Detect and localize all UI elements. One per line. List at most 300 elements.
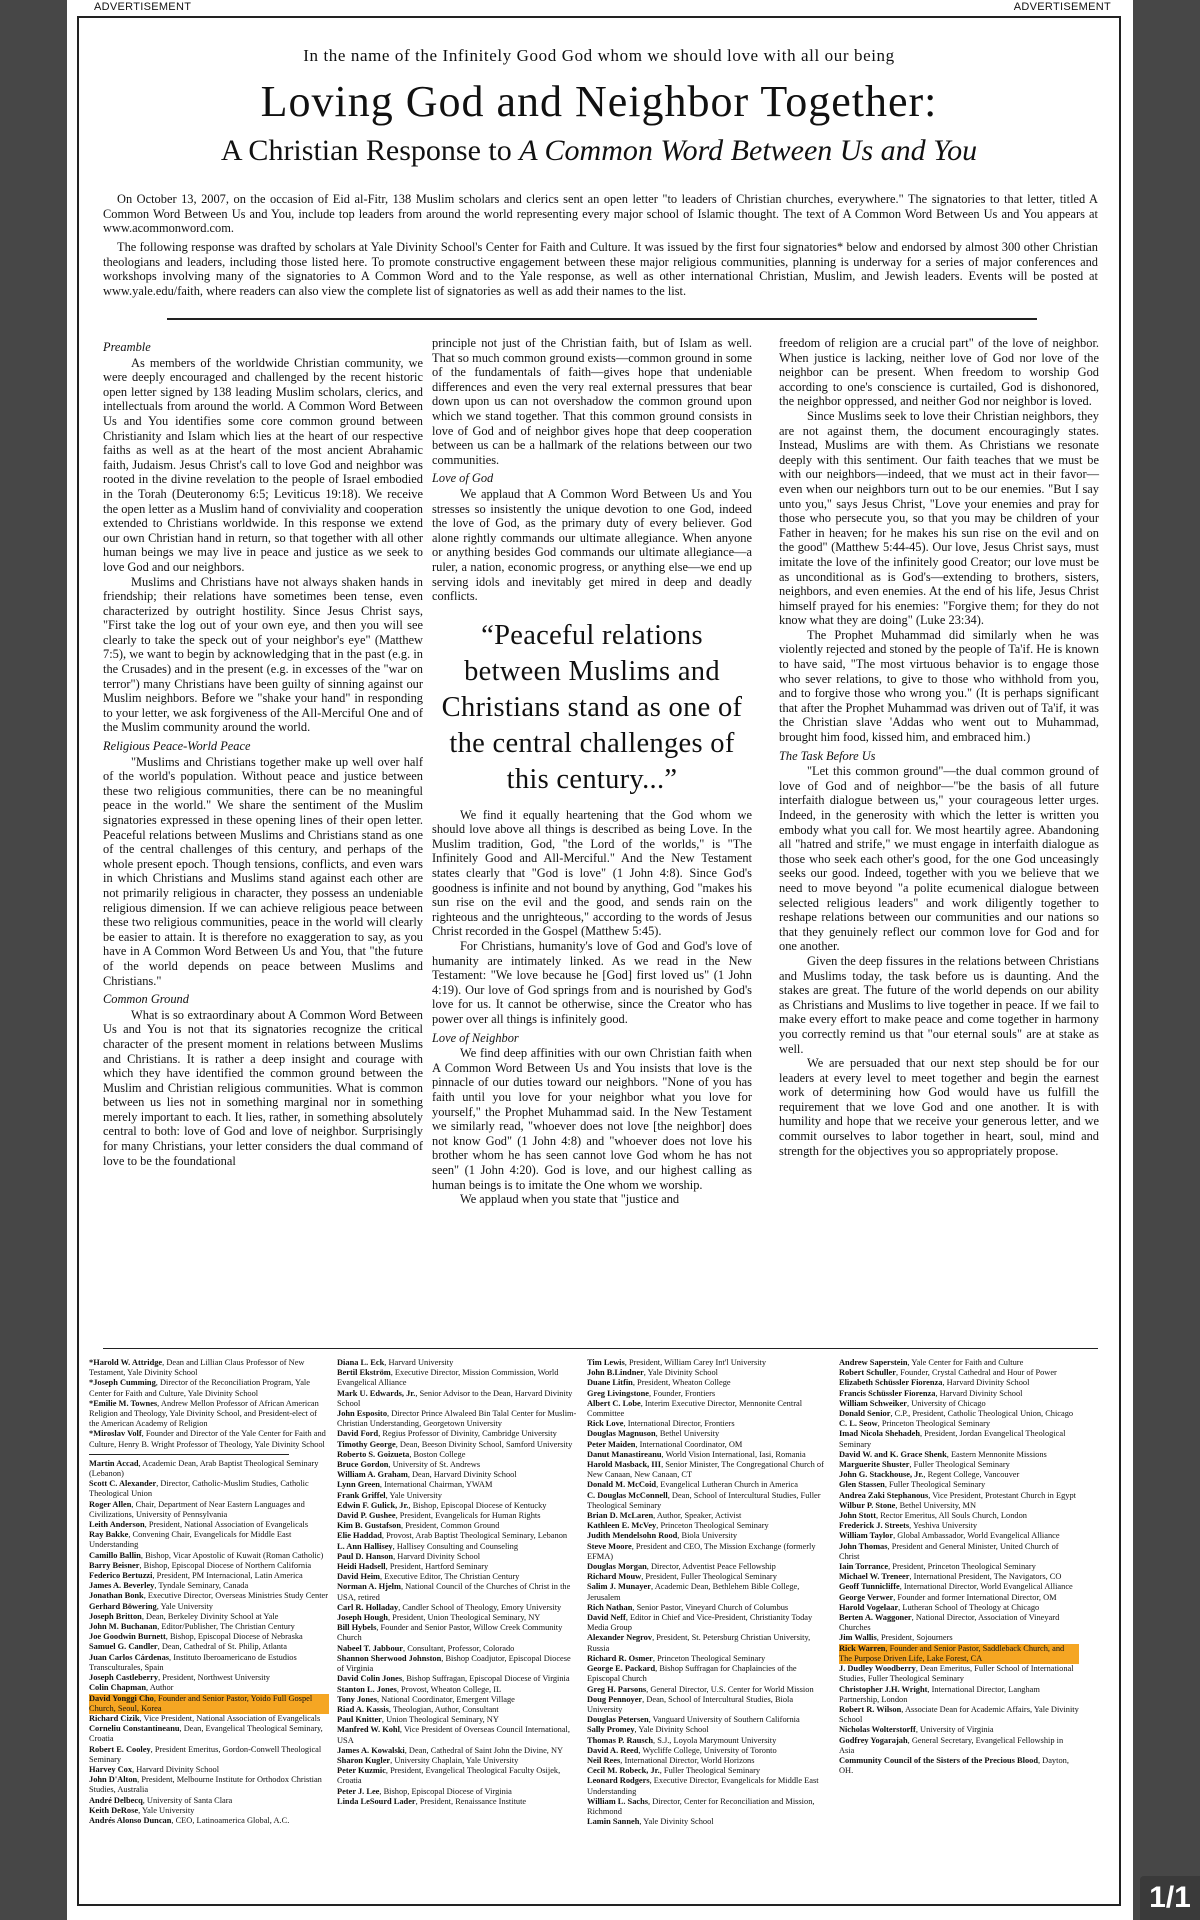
signatory-name: John M. Buchanan [89, 1622, 158, 1632]
signatory-role: , President, PM Internacional, Latin America [152, 1571, 303, 1581]
signatory-name: Salim J. Munayer [587, 1582, 651, 1592]
signatory-role: , President, Sojourners [876, 1633, 953, 1643]
signatory-entry [337, 1746, 577, 1756]
signatory-name: Robert E. Cooley [89, 1744, 151, 1754]
signatory-entry [89, 1796, 329, 1806]
signatory-role: , Evangelical Lutheran Church in America [656, 1480, 798, 1490]
signatory-entry [587, 1358, 827, 1368]
signatory-name: George E. Packard [587, 1664, 656, 1674]
ad-frame [77, 16, 1121, 1906]
signatory-entry [839, 1593, 1079, 1603]
signatory-name: Alexander Negrov [587, 1633, 653, 1643]
signatory-role: , Dean, School of Intercultural Studies, Biola University [587, 1694, 794, 1714]
signatory-entry [587, 1817, 827, 1827]
signatory-role: , President, Northwest University [158, 1673, 270, 1683]
signatory-role: , International Director, World Horizons [620, 1755, 755, 1765]
signatory-entry [337, 1368, 577, 1388]
signatory-role: , National Coordinator, Emergent Village [376, 1694, 515, 1704]
paragraph: "Muslims and Christians together make up well over half of the world's population. Without peace and justice between these two religious communities, there can be no meaningful peace in the world." We share the sentiment of the Muslim signatories expressed in these opening lines of their open letter. Peaceful relations between Muslims and Christians stand as one of the central challenges of this century, and perhaps of the whole present epoch. Though tensions, conflicts, and even wars in which Christians and Muslims stand against each other are not primarily religious in character, they possess an undeniable religious dimension. If we can achieve religious peace between these two religious communities, peace in the world will clearly be easier to attain. It is therefore no exaggeration to say, as you have in A Common Word Between Us and You, that "the future of the world depends on peace between Muslims and Christians." [103, 754, 423, 988]
paragraph: We find deep affinities with our own Christian faith when A Common Word Between Us and You insists that love is the pinnacle of our duties toward our neighbors. "None of you has faith until you love for your neighbor what you love for yourself," the Prophet Muhammad said. In the New Testament we similarly read, "whoever does not love [the neighbor] does not know God" (1 John 4:8) and "whoever does not love his brother whom he has seen cannot love God whom he has not seen" (1 John 4:20). God is love, and our highest calling as human beings is to imitate the One whom we worship. [432, 1046, 752, 1192]
signatory-role: , President, Renaissance Institute [415, 1796, 527, 1806]
signatory-name: C. Douglas McConnell [587, 1490, 668, 1500]
signatory-entry [587, 1582, 827, 1602]
signatory-entry [587, 1399, 827, 1419]
signatory-entry [839, 1613, 1079, 1633]
signatory-role: , President, National Association of Evangelicals [144, 1520, 309, 1530]
signatory-role: , President, Princeton Theological Seminary [888, 1562, 1036, 1572]
signatory-role: , Yale Divinity School [643, 1368, 719, 1378]
signatory-role: , President, Melbourne Institute for Orthodox Christian Studies, Australia [89, 1775, 322, 1795]
signatory-name: *Miroslav Volf [89, 1429, 142, 1439]
signatory-name: Martin Accad [89, 1458, 139, 1468]
signatory-role: , Harvard Divinity School [942, 1378, 1030, 1388]
signatory-name: Stanton L. Jones [337, 1684, 397, 1694]
signatory-name: John G. Stackhouse, Jr. [839, 1470, 924, 1480]
signatory-name: Donald Senior [839, 1409, 891, 1419]
signatory-entry [89, 1551, 329, 1561]
signatories-divider [103, 1348, 1098, 1349]
signatory-name: Albert C. Lobe [587, 1398, 641, 1408]
signatory-entry [587, 1389, 827, 1399]
signatory-role: , Yale University [138, 1805, 195, 1815]
signatory-entry [839, 1358, 1079, 1368]
signatory-entry [89, 1399, 329, 1430]
signatory-role: , Wycliffe College, University of Toronto [638, 1745, 777, 1755]
paragraph: "Let this common ground"—the dual common ground of love of God and of neighbor—"be the basis of all future interfaith dialogue between us," your courageous letter urges. Indeed, in the generosity with which the letter is written you embody what you call for. We most heartily agree. Abandoning all "hatred and strife," we must engage in interfaith dialogue as those who seek each other's good, for the one God unceasingly seeks our good. Indeed, together with you we believe that we need to move beyond "a polite ecumenical dialogue between selected religious leaders" and work diligently together to reshape relations between our communities and our nations so that they genuinely reflect our common love for God and for one another. [779, 764, 1099, 954]
signatory-entry [839, 1491, 1079, 1501]
signatory-role: , Hallisey Consulting and Counseling [392, 1541, 519, 1551]
paragraph: We applaud when you state that "justice and [460, 1192, 680, 1207]
signatory-entry [587, 1633, 827, 1653]
signatory-entry [839, 1480, 1079, 1490]
signatory-entry [587, 1766, 827, 1776]
header-divider [167, 318, 1037, 320]
signatory-role: , Associate Dean for Academic Affairs, Yale Divinity School [839, 1704, 1079, 1725]
signatory-entry [839, 1521, 1079, 1531]
signatory-name: Roger Allen [89, 1499, 132, 1509]
signatory-entry [337, 1603, 577, 1613]
signatory-name: J. Dudley Woodberry [839, 1664, 916, 1674]
signatory-role: , Senior Pastor, Vineyard Church of Columbus [632, 1602, 789, 1612]
signatory-role: , Biola University [677, 1531, 738, 1541]
signatory-role: , Provost, Arab Baptist Theological Seminary, Lebanon [381, 1531, 568, 1541]
signatory-entry [839, 1725, 1079, 1735]
signatory-role: , Senior Advisor to the Dean, Harvard Divinity School [337, 1388, 573, 1408]
signatory-name: Sharon Kugler [337, 1755, 391, 1765]
signatory-name: David Heim [337, 1572, 381, 1582]
signatory-name: Godfrey Yogarajah [839, 1735, 908, 1745]
ad-label-right: ADVERTISEMENT [1013, 1, 1111, 13]
signatory-entry [89, 1591, 329, 1601]
signatory-role: , University of St. Andrews [388, 1460, 481, 1470]
signatory-entry [337, 1358, 577, 1368]
signatory-entry [337, 1521, 577, 1531]
signatory-role: , Dean and Lillian Claus Professor of New Testament, Yale Divinity School [89, 1358, 305, 1378]
paragraph: principle not just of the Christian faith, but of Islam as well. That so much common ground exists—common ground in some of the fundamentals of faith—gives hope that undeniable differences and even the very real external pressures that bear down upon us can not overshadow the common ground upon which we stand together. That this common ground consists in love of God and of neighbor gives hope that deep cooperation between us can be a hallmark of the relations between our two communities. [432, 336, 752, 467]
signatory-name: Ray Bakke [89, 1530, 129, 1540]
signatory-role: , Vice President of Overseas Council International, USA [337, 1725, 570, 1745]
signatory-name: Sally Promey [587, 1725, 635, 1735]
signatory-entry [337, 1654, 577, 1674]
signatory-entry [839, 1572, 1079, 1582]
signatory-entry [839, 1450, 1079, 1460]
signatory-role: , Vanguard University of Southern California [648, 1715, 800, 1725]
section-heading-preamble: Preamble [103, 340, 151, 354]
signatory-role: , Dean, School of Intercultural Studies, Fuller Theological Seminary [587, 1490, 821, 1510]
signatory-role: , President and CEO, The Mission Exchange (formerly EFMA) [587, 1541, 816, 1561]
signatory-name: Edwin F. Gulick, Jr. [337, 1500, 409, 1510]
signatory-entry [89, 1500, 329, 1520]
signatory-entry [89, 1724, 329, 1744]
signatory-name: Corneliu Constantineanu [89, 1724, 180, 1734]
signatory-entry [337, 1501, 577, 1511]
signatory-name: John Esposito [337, 1409, 388, 1419]
signatory-role: , Instituto Iberoamericano de Estudios Transculturales, Spain [89, 1652, 297, 1672]
signatory-name: Marguerite Shuster [839, 1460, 910, 1470]
signatory-role: , Dean, Berkeley Divinity School at Yale [141, 1611, 279, 1621]
page-counter: 1/1 [1140, 1876, 1200, 1920]
signatory-role: , Executive Editor, The Christian Century [380, 1572, 520, 1582]
signatory-entry [587, 1715, 827, 1725]
signatory-name: David P. Gushee [337, 1511, 396, 1521]
signatory-name: C. L. Seow [839, 1419, 878, 1429]
signatory-name: Federico Bertuzzi [89, 1571, 153, 1581]
signatory-role: , University Chaplain, Yale University [390, 1755, 519, 1765]
subtitle-italic: A Common Word Between Us and You [519, 134, 978, 167]
signatory-name: Robert R. Wilson [839, 1704, 902, 1714]
signatory-name: Douglas Petersen [587, 1715, 649, 1725]
signatory-name: Peter Kuzmic [337, 1766, 386, 1776]
signatory-entry [839, 1399, 1079, 1409]
signatory-name: David Yonggi Cho [89, 1693, 154, 1703]
signatory-name: Peter Maiden [587, 1439, 636, 1449]
signatory-role: , Executive Director, Overseas Ministries Study Center [143, 1591, 329, 1601]
signatory-name: Robert Schuller [839, 1368, 896, 1378]
document-page [67, 0, 1133, 1920]
signatory-role: , Bishop, Episcopal Diocese of Virginia [379, 1786, 512, 1796]
signatory-name: Duane Litfin [587, 1378, 633, 1388]
signatory-name: William L. Sachs [587, 1796, 649, 1806]
signatory-role: , Interim Executive Director, Mennonite Central Committee [587, 1398, 803, 1419]
signatory-name: André Delbecq [89, 1795, 143, 1805]
signatory-name: Imad Nicola Shehadeh [839, 1429, 920, 1439]
signatory-entry [89, 1806, 329, 1816]
signatory-role: , Harvard University [384, 1358, 454, 1367]
signatory-name: Harvey Cox [89, 1764, 133, 1774]
signatory-role: , Yale University [385, 1490, 442, 1500]
signatory-role: , Candler School of Theology, Emory University [398, 1602, 562, 1612]
signatory-role: , Lutheran School of Theology at Chicago [898, 1602, 1040, 1612]
signatory-role: , Author [146, 1683, 174, 1693]
signatory-role: , Bishop Suffragan for Chaplaincies of the Episcopal Church [587, 1664, 797, 1684]
signatory-entry [89, 1622, 329, 1632]
page-title: Loving God and Neighbor Together: [260, 77, 938, 126]
signatory-name: Steve Moore [587, 1541, 632, 1551]
signatory-name: Colin Chapman [89, 1683, 147, 1693]
signatory-entry [839, 1419, 1079, 1429]
signatory-entry [89, 1561, 329, 1571]
signatory-role: , Yale University [156, 1601, 213, 1611]
signatory-entry [587, 1480, 827, 1490]
signatories-column-2 [337, 1358, 577, 1807]
signatory-name: L. Ann Hallisey [337, 1541, 393, 1551]
signatory-entry [89, 1571, 329, 1581]
signatory-role: , Founder, Crystal Cathedral and Hour of Power [896, 1368, 1057, 1378]
signatory-name: Linda LeSourd Lader [337, 1796, 416, 1806]
signatory-name: Douglas Morgan [587, 1562, 647, 1572]
signatory-name: Lamin Sanneh [587, 1817, 640, 1827]
signatory-name: Roberto S. Goizueta [337, 1449, 410, 1459]
signatory-name: Thomas P. Rausch [587, 1735, 654, 1745]
signatory-entry [89, 1358, 329, 1378]
signatory-role: , Bishop Suffragan, Episcopal Diocese of Virginia [402, 1674, 570, 1684]
signatory-name: Greg Livingstone [587, 1388, 649, 1398]
section-heading-task: The Task Before Us [779, 748, 876, 763]
signatory-name: Carl R. Holladay [337, 1602, 399, 1612]
signatory-name: Leith Anderson [89, 1520, 145, 1530]
signatory-entry [337, 1552, 577, 1562]
signatory-name: Brian D. McLaren [587, 1511, 654, 1521]
paragraph: We applaud that A Common Word Between Us and You stresses so insistently the unique devotion to one God, indeed the love of God, as the primary duty of every believer. God alone rightly commands our ultimate allegiance. When anyone or anything besides God commands our ultimate allegiance—a ruler, a nation, economic progress, or anything else—we end up serving idols and inevitably get mired in deep and deadly conflicts. [432, 486, 752, 604]
signatory-role: , Harvard Divinity School [393, 1551, 481, 1561]
signatory-role: , Dean, Beeson Divinity School, Samford University [395, 1439, 573, 1449]
signatory-name: Riad A. Kassis [337, 1704, 389, 1714]
signatory-role: , Global Ambassador, World Evangelical Alliance [893, 1531, 1060, 1541]
signatory-name: Rick Love [587, 1419, 624, 1429]
signatory-name: Diana L. Eck [337, 1358, 385, 1367]
signatory-entry [839, 1470, 1079, 1480]
signatory-role: , National Council of the Churches of Christ in the USA, retired [337, 1582, 571, 1602]
signatory-entry [337, 1725, 577, 1745]
signatory-role: , Director of the Reconciliation Program, Yale Center for Faith and Culture, Yale Divinity School [89, 1378, 310, 1398]
signatory-entry [337, 1572, 577, 1582]
pull-quote: “Peaceful relations between Muslims and Christians stand as one of the central challenges of this century...” [441, 619, 743, 795]
signatory-entry [89, 1673, 329, 1683]
signatory-entry [587, 1419, 827, 1429]
signatory-name: Keith DeRose [89, 1805, 139, 1815]
signatory-name: William Schweiker [839, 1398, 908, 1408]
signatory-name: David A. Reed [587, 1745, 639, 1755]
signatory-name: Joseph Castleberry [89, 1673, 159, 1683]
signatory-name: Danut Manastireanu [587, 1449, 662, 1459]
signatory-name: David Ford [337, 1429, 379, 1439]
signatory-role: , International Director, World Evangelical Alliance [899, 1582, 1073, 1592]
signatory-name: Joe Goodwin Burnett [89, 1632, 166, 1642]
signatory-role: , Bishop Coadjutor, Episcopal Diocese of Virginia [337, 1653, 571, 1674]
signatory-entry [839, 1644, 1079, 1664]
signatory-name: Leonard Rodgers [587, 1776, 650, 1786]
signatory-role: , Yeshiva University [909, 1521, 978, 1531]
ad-label-left: ADVERTISEMENT [94, 1, 192, 13]
signatory-name: Norman A. Hjelm [337, 1582, 401, 1592]
signatory-role: , Yale Divinity School [639, 1817, 714, 1827]
signatory-entry [587, 1429, 827, 1439]
signatory-role: , Vice President, National Association of Evangelicals [139, 1713, 321, 1723]
signatory-role: , Bethel University, MN [895, 1500, 977, 1510]
signatory-name: John Stott [839, 1511, 876, 1521]
signatory-entry [839, 1736, 1079, 1756]
signatory-entry [89, 1612, 329, 1622]
signatory-role: , Tyndale Seminary, Canada [154, 1581, 249, 1591]
signatory-entry [839, 1603, 1079, 1613]
signatory-entry [587, 1654, 827, 1664]
signatory-role: , CEO, Latinoamerica Global, A.C. [171, 1815, 290, 1825]
signatory-entry [839, 1429, 1079, 1449]
signatory-name: Kathleen E. McVey [587, 1521, 657, 1531]
signatory-name: Wilbur P. Stone [839, 1500, 896, 1510]
signatory-entry [89, 1653, 329, 1673]
signatory-entry [839, 1705, 1079, 1725]
signatory-entry [89, 1683, 329, 1693]
signatory-name: Peter J. Lee [337, 1786, 380, 1796]
paragraph: The Prophet Muhammad did similarly when he was violently rejected and stoned by the people of Ta'if. He is known to have said, "The most virtuous behavior is to engage those who sever relations, to give to those who withhold from you, and to forgive those who wrong you." (It is perhaps significant that after the Prophet Muhammad was driven out of Ta'if, it was the Christian slave 'Addas who went out to Muhammad, brought him food, kissed him, and embraced him.) [779, 627, 1099, 745]
signatory-role: , University of Virginia [915, 1725, 994, 1735]
section-heading-love-of-god: Love of God [432, 471, 494, 486]
signatory-name: Bill Hybels [337, 1623, 377, 1633]
signatory-name: Berten A. Waggoner [839, 1613, 912, 1623]
paragraph: Muslims and Christians have not always shaken hands in friendship; their relations have sometimes been tense, even characterized by outright hostility. Since Jesus Christ says, "First take the log out of your own eye, and then you will see clearly to take the speck out of your neighbor's eye" (Matthew 7:5), we want to begin by acknowledging that in the past (e.g. in the Crusades) and in the present (e.g. in excesses of the "war on terror") many Christians have been guilty of sinning against our Muslim neighbors. Before we "shake your hand" in responding to your letter, we ask forgiveness of the All-Merciful One and of the Muslim community around the world. [103, 574, 423, 735]
signatory-name: Greg H. Parsons [587, 1684, 647, 1694]
signatory-name: *Joseph Cumming [89, 1378, 156, 1388]
signatory-role: , Director Prince Alwaleed Bin Talal Center for Muslim-Christian Understanding, Georgetown University [337, 1409, 577, 1429]
signatory-entry [839, 1409, 1079, 1419]
signatory-role: , Regent College, Vancouver [923, 1470, 1020, 1480]
signatory-role: , National Director, Association of Vineyard Churches [839, 1613, 1060, 1633]
signatory-role: , President, St. Petersburg Christian University, Russia [587, 1633, 811, 1653]
signatory-role: , Rector Emeritus, All Souls Church, London [876, 1511, 1027, 1521]
paragraph: What is so extraordinary about A Common Word Between Us and You is not that its signatories recognize the critical character of the present moment in relations between Muslims and Christians. It is rather a deep insight and courage with which they have identified the common ground between the Muslim and Christian religious communities. What is common between us lies not in something marginal nor in something merely important to each. It lies, rather, in something absolutely central to both: love of God and love of neighbor. Surprisingly for many Christians, your letter considers the dual command of love to be the foundational [103, 1007, 423, 1168]
signatory-entry [587, 1664, 827, 1684]
signatory-name: Joseph Hough [337, 1613, 388, 1623]
signatory-entry [839, 1542, 1079, 1562]
signatory-entry [89, 1745, 329, 1765]
signatory-role: , Author, Speaker, Activist [653, 1511, 742, 1521]
signatory-entry [337, 1562, 577, 1572]
signatory-entry [587, 1797, 827, 1817]
signatory-role: , Princeton Theological Seminary [656, 1521, 769, 1531]
signatory-entry [839, 1511, 1079, 1521]
signatory-name: John Thomas [839, 1541, 888, 1551]
signatory-name: Jim Wallis [839, 1633, 877, 1643]
signatory-entry [89, 1479, 329, 1499]
signatory-name: Harold Vogelaar [839, 1602, 899, 1612]
signatory-name: Richard R. Osmer [587, 1653, 653, 1663]
signatory-entry [337, 1460, 577, 1470]
signatory-role: , Academic Dean, Bethlehem Bible College, Jerusalem [587, 1582, 800, 1602]
signatory-name: Andrea Zaki Stephanous [839, 1490, 929, 1500]
signatory-entry [337, 1787, 577, 1797]
signatory-entry [587, 1685, 827, 1695]
signatory-entry [587, 1491, 827, 1511]
signatory-role: , President, Evangelical Theological Faculty Osijek, Croatia [337, 1766, 561, 1786]
signatory-role: , Chair, Department of Near Eastern Languages and Civilizations, University of Pennsylvania [89, 1499, 305, 1519]
signatory-role: , Princeton Theological Seminary [652, 1653, 766, 1663]
signatory-entry [839, 1378, 1079, 1388]
signatories-column-1 [89, 1358, 329, 1826]
signatory-role: , Eastern Mennonite Missions [946, 1449, 1047, 1459]
signatory-name: Bertil Ekström [337, 1368, 391, 1378]
signatory-entry [587, 1736, 827, 1746]
signatory-role: , Bishop, Episcopal Diocese of Kentucky [408, 1500, 547, 1510]
signatory-role: , Bishop, Episcopal Diocese of Nebraska [165, 1632, 303, 1642]
signatory-name: Francis Schüssler Fiorenza [839, 1388, 936, 1398]
paragraph: We are persuaded that our next step should be for our leaders at every level to meet together and begin the earnest work of determining how God would have us fulfill the requirement that we love God and one another. It is with humility and hope that we receive your generous letter, and we commit ourselves to labor together in heart, soul, mind and strength for the objectives you so appropriately propose. [779, 1056, 1099, 1158]
signatory-role: , Dean, Cathedral of Saint John the Divine, NY [404, 1745, 564, 1755]
signatory-role: , Director, Catholic-Muslim Studies, Catholic Theological Union [89, 1479, 309, 1499]
signatory-entry [89, 1429, 329, 1449]
signatory-role: , President, Common Ground [401, 1521, 500, 1531]
signatories-column-3 [587, 1358, 827, 1827]
signatory-entry [839, 1582, 1079, 1592]
signatory-name: Andrew Saperstein [839, 1358, 908, 1367]
signatory-role: , Founder and former International Director, OM [893, 1592, 1057, 1602]
signatory-role: , Bishop, Vicar Apostolic of Kuwait (Roman Catholic) [140, 1550, 324, 1560]
signatory-name: Frederick J. Streets [839, 1521, 910, 1531]
paragraph: Given the deep fissures in the relations between Christians and Muslims today, the task before us is daunting. And the stakes are great. The future of the world depends on our ability as Christians and Muslims to live together in peace. If we fail to make every effort to make peace and come together in harmony you correctly remind us that "our eternal souls" are at stake as well. [779, 953, 1099, 1056]
signatory-entry [89, 1520, 329, 1530]
signatory-role: , Yale Divinity School [634, 1725, 709, 1735]
signatory-name: *Emilie M. Townes [89, 1398, 158, 1408]
signatory-entry [337, 1644, 577, 1654]
paragraph: We find it equally heartening that the God whom we should love above all things is described as being Love. In the Muslim tradition, God, "the Lord of the worlds," is "The Infinitely Good and All-Merciful." And the New Testament states clearly that "God is love" (1 John 4:8). Since God's goodness is infinite and not bound by anything, God "makes his sun rise on the evil and the good, and sends rain on the righteous and the unrighteous," according to the words of Jesus Christ recorded in the Gospel (Matthew 5:45). [432, 807, 752, 939]
signatory-entry [89, 1602, 329, 1612]
signatory-role: , President and General Minister, United Church of Christ [839, 1541, 1059, 1561]
signatory-role: , S.J., Loyola Marymount University [653, 1735, 777, 1745]
signatory-role: , President, Jordan Evangelical Theological Seminary [839, 1429, 1066, 1449]
signatory-name: Doug Pennoyer [587, 1694, 643, 1704]
signatory-name: Andrés Alonso Duncan [89, 1815, 172, 1825]
signatory-role: , Editor/Publisher, The Christian Century [157, 1622, 295, 1632]
signatory-name: Cecil M. Robeck, Jr. [587, 1766, 660, 1776]
signatory-name: George Verwer [839, 1592, 894, 1602]
signatory-entry [337, 1674, 577, 1684]
signatory-role: , Director, Center for Reconciliation and Mission, Richmond [587, 1796, 815, 1816]
signatory-role: , Bishop, Episcopal Diocese of Northern California [139, 1560, 312, 1570]
signatory-role: , President, William Carey Int'l University [624, 1358, 767, 1367]
signatory-role: , Yale Center for Faith and Culture [907, 1358, 1024, 1367]
signatory-role: , Director, Adventist Peace Fellowship [646, 1562, 776, 1572]
signatory-role: , University of Chicago [907, 1398, 986, 1408]
signatory-entry [839, 1756, 1079, 1776]
signatory-name: Paul Knitter [337, 1715, 382, 1725]
signatory-entry [89, 1642, 329, 1652]
signatory-role: , Vice President, Protestant Church in Egypt [928, 1490, 1076, 1500]
signatory-name: Kim B. Gustafson [337, 1521, 401, 1531]
signatory-name: Frank Griffel [337, 1490, 386, 1500]
signatory-name: Neil Rees [587, 1755, 621, 1765]
signatory-name: Michael W. Treneer [839, 1572, 910, 1582]
signatory-name: Paul D. Hanson [337, 1551, 394, 1561]
signatory-entry [337, 1797, 577, 1807]
signatory-role: , Executive Director, Evangelicals for Middle East Understanding [587, 1776, 819, 1796]
signatory-entry [587, 1603, 827, 1613]
signatory-entry [839, 1633, 1079, 1643]
signatory-entry [337, 1429, 577, 1439]
signatory-name: Richard Cizik [89, 1713, 140, 1723]
signatory-entry [337, 1695, 577, 1705]
signatory-role: , Provost, Wheaton College, IL [396, 1684, 502, 1694]
signatory-entry [337, 1582, 577, 1602]
signatory-role: , President, Wheaton College [632, 1378, 731, 1388]
signatory-name: Shannon Sherwood Johnston [337, 1653, 442, 1663]
column-1 [103, 336, 423, 1168]
signatory-name: Manfred W. Kohl [337, 1725, 400, 1735]
signatory-entry [337, 1389, 577, 1409]
signatory-entry [587, 1562, 827, 1572]
signatory-name: Bruce Gordon [337, 1460, 389, 1470]
signatory-entry [587, 1725, 827, 1735]
signatory-entry [89, 1530, 329, 1550]
